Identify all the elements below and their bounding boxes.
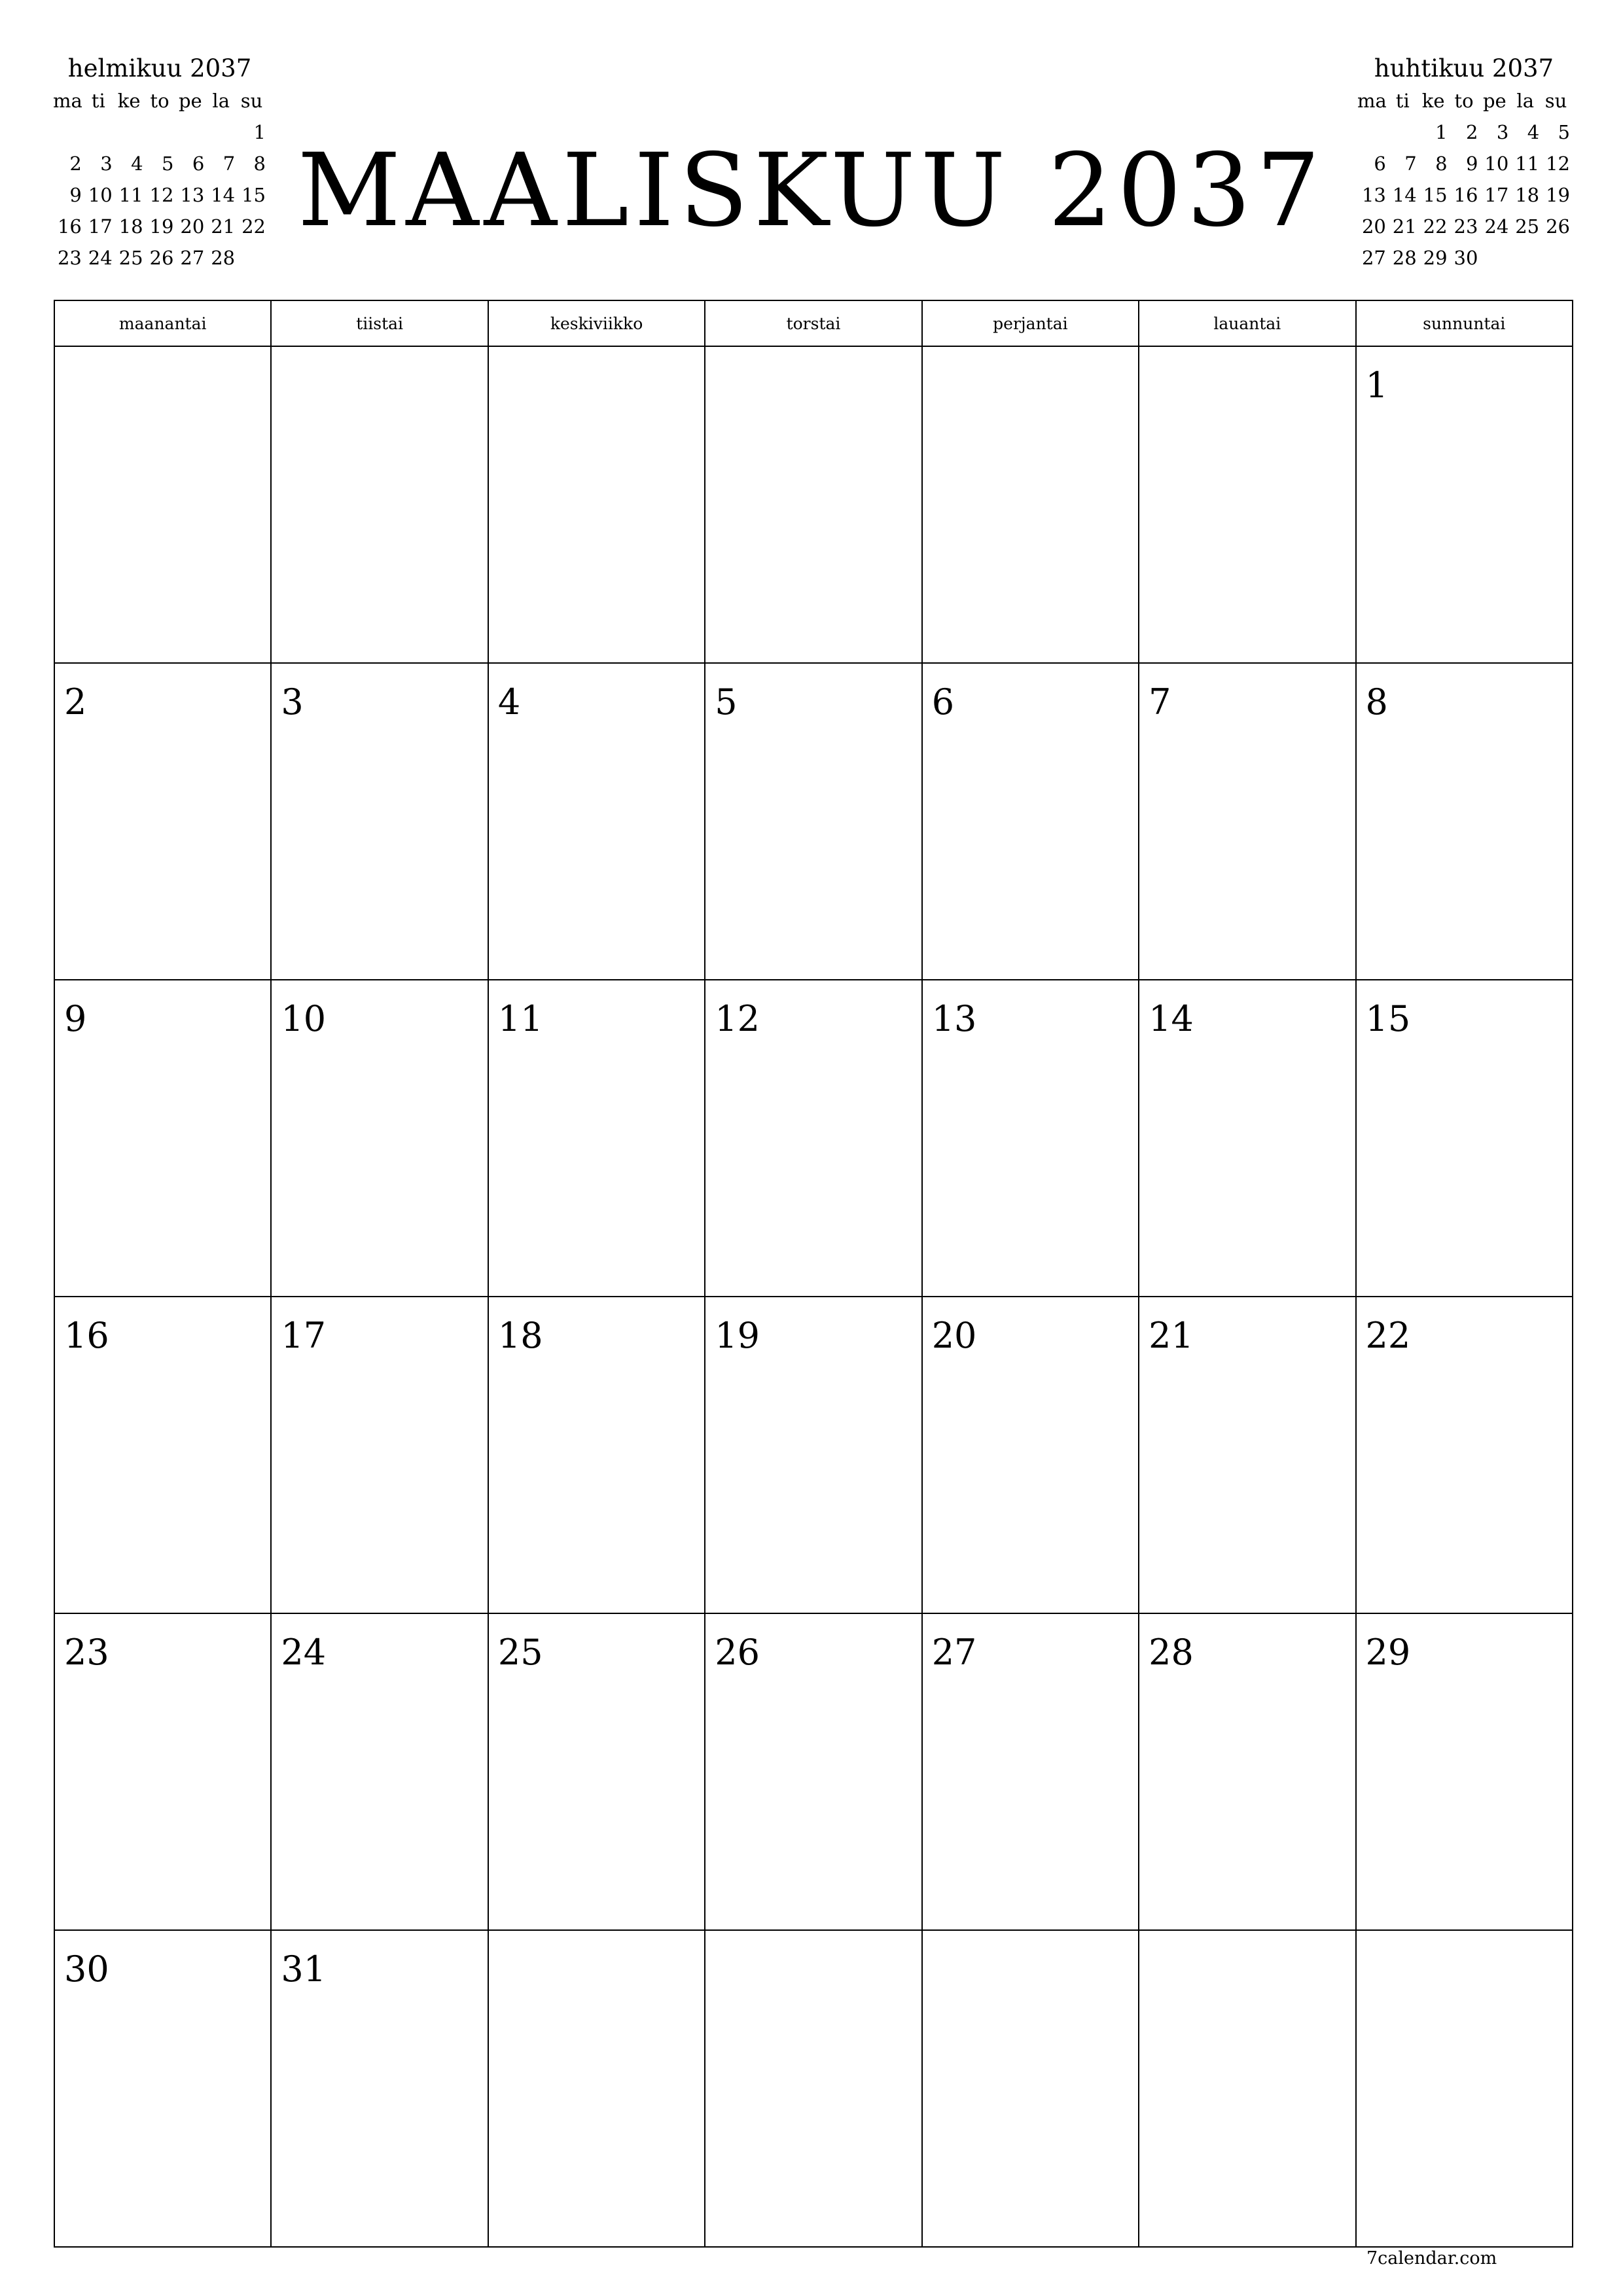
- mini-day: 18: [118, 215, 143, 238]
- day-number: 25: [497, 1632, 543, 1673]
- day-number: [705, 347, 921, 368]
- week-row: [54, 980, 1573, 1297]
- mini-day: 17: [1484, 184, 1509, 206]
- day-cell: [922, 1930, 1139, 2247]
- mini-weekday-header: pe: [1482, 90, 1507, 112]
- day-cell: [705, 346, 921, 663]
- mini-day: 23: [57, 247, 82, 269]
- day-number: 5: [715, 681, 738, 723]
- mini-day: 7: [1404, 152, 1417, 175]
- day-cell: [1356, 1297, 1573, 1613]
- day-cell: [705, 1297, 921, 1613]
- mini-day: 15: [1423, 184, 1448, 206]
- day-cell: [54, 346, 271, 663]
- day-number: [272, 347, 487, 368]
- day-number: 1: [1365, 365, 1388, 406]
- day-cell: [54, 1930, 271, 2247]
- mini-day: 14: [211, 184, 236, 206]
- mini-day: 30: [1454, 247, 1478, 269]
- day-number: [1139, 1931, 1355, 1952]
- day-number: 14: [1149, 998, 1194, 1039]
- mini-day: 1: [253, 121, 266, 143]
- week-row: [54, 1613, 1573, 1930]
- mini-day: 10: [88, 184, 113, 206]
- day-number: [489, 347, 704, 368]
- month-calendar-grid: [54, 300, 1573, 2248]
- mini-day: 27: [1361, 247, 1386, 269]
- day-cell: [705, 663, 921, 980]
- weekday-header: tiistai: [271, 300, 488, 346]
- day-cell: [705, 1930, 921, 2247]
- day-cell: [271, 346, 488, 663]
- mini-day: 11: [118, 184, 143, 206]
- day-cell: [922, 663, 1139, 980]
- day-cell: [705, 1613, 921, 1930]
- mini-weekday-header: su: [1544, 90, 1567, 112]
- mini-day: 3: [1496, 121, 1509, 143]
- day-number: 13: [931, 998, 977, 1039]
- weekday-header: torstai: [705, 300, 921, 346]
- mini-day: 15: [241, 184, 266, 206]
- mini-day: [236, 242, 267, 274]
- day-number: 8: [1365, 681, 1388, 723]
- day-cell: [488, 1613, 705, 1930]
- weekday-header: sunnuntai: [1356, 300, 1573, 346]
- mini-weekday-header: ma: [53, 90, 82, 112]
- mini-day: 14: [1392, 184, 1417, 206]
- day-cell: [54, 980, 271, 1297]
- mini-day: 1: [1435, 121, 1448, 143]
- week-row: [54, 346, 1573, 663]
- day-cell: [488, 1297, 705, 1613]
- mini-calendar-title: helmikuu 2037: [67, 54, 252, 82]
- day-number: 20: [931, 1315, 977, 1356]
- day-number: 6: [931, 681, 955, 723]
- mini-day: 21: [211, 215, 236, 238]
- day-cell: [922, 1297, 1139, 1613]
- mini-weekday-header: la: [212, 90, 230, 112]
- mini-calendar-next-month: [1357, 52, 1571, 274]
- day-number: 10: [281, 998, 327, 1039]
- mini-day: 2: [69, 152, 82, 175]
- day-cell: [922, 1613, 1139, 1930]
- mini-day: 28: [211, 247, 236, 269]
- mini-day: [1510, 242, 1541, 274]
- mini-day: 24: [1484, 215, 1509, 238]
- day-cell: [54, 663, 271, 980]
- footer-credit: 7calendar.com: [1366, 2248, 1497, 2269]
- mini-day: 6: [1374, 152, 1386, 175]
- mini-day: 3: [100, 152, 113, 175]
- mini-day: 26: [1546, 215, 1570, 238]
- mini-day: 8: [253, 152, 266, 175]
- weekday-header: lauantai: [1139, 300, 1355, 346]
- day-number: 2: [64, 681, 87, 723]
- day-number: 24: [281, 1632, 327, 1673]
- day-number: 11: [497, 998, 543, 1039]
- day-cell: [488, 663, 705, 980]
- weekday-header-row: [54, 300, 1573, 346]
- mini-day: 13: [180, 184, 205, 206]
- day-cell: [1139, 663, 1355, 980]
- mini-day: 4: [131, 152, 143, 175]
- mini-day: 12: [149, 184, 174, 206]
- mini-day: [1541, 242, 1571, 274]
- mini-day: 21: [1392, 215, 1417, 238]
- mini-weekday-header: la: [1516, 90, 1534, 112]
- mini-day: 9: [69, 184, 82, 206]
- day-number: 30: [64, 1948, 109, 1990]
- day-number: 4: [497, 681, 521, 723]
- day-cell: [271, 1613, 488, 1930]
- day-number: 15: [1365, 998, 1411, 1039]
- mini-day: 11: [1515, 152, 1540, 175]
- day-number: [923, 1931, 1138, 1952]
- mini-weekday-header: su: [240, 90, 263, 112]
- day-number: 27: [931, 1632, 977, 1673]
- day-cell: [488, 1930, 705, 2247]
- mini-day: 24: [88, 247, 113, 269]
- day-number: 17: [281, 1315, 327, 1356]
- mini-weekday-header: pe: [178, 90, 202, 112]
- day-cell: [488, 346, 705, 663]
- day-cell: [271, 663, 488, 980]
- mini-day: 5: [1558, 121, 1570, 143]
- mini-day: 20: [1361, 215, 1386, 238]
- day-cell: [922, 346, 1139, 663]
- mini-day: 7: [223, 152, 236, 175]
- day-number: 22: [1365, 1315, 1411, 1356]
- mini-day: 18: [1515, 184, 1540, 206]
- day-number: 26: [715, 1632, 760, 1673]
- day-number: [55, 347, 270, 368]
- day-number: 9: [64, 998, 87, 1039]
- mini-day: [1387, 117, 1418, 148]
- mini-day: 9: [1465, 152, 1478, 175]
- mini-day: 10: [1484, 152, 1509, 175]
- day-number: [489, 1931, 704, 1952]
- day-cell: [1356, 663, 1573, 980]
- mini-day: 5: [161, 152, 174, 175]
- mini-weekday-header: ti: [1395, 90, 1410, 112]
- mini-calendar-grid: [1357, 85, 1571, 274]
- mini-day: 19: [1546, 184, 1570, 206]
- day-cell: [54, 1297, 271, 1613]
- mini-day: 28: [1392, 247, 1417, 269]
- day-number: 18: [497, 1315, 543, 1356]
- day-number: 16: [64, 1315, 109, 1356]
- mini-calendar-title: huhtikuu 2037: [1374, 54, 1554, 82]
- mini-day: 19: [149, 215, 174, 238]
- day-cell: [1139, 346, 1355, 663]
- week-row: [54, 1930, 1573, 2247]
- day-cell: [271, 980, 488, 1297]
- mini-day: 16: [1454, 184, 1478, 206]
- day-number: 3: [281, 681, 304, 723]
- mini-day: 17: [88, 215, 113, 238]
- mini-day: 13: [1361, 184, 1386, 206]
- mini-day: 4: [1527, 121, 1540, 143]
- day-number: 23: [64, 1632, 109, 1673]
- mini-day: 8: [1435, 152, 1448, 175]
- mini-day: [1357, 117, 1387, 148]
- day-cell: [705, 980, 921, 1297]
- day-number: [923, 347, 1138, 368]
- day-cell: [1139, 1930, 1355, 2247]
- mini-day: 23: [1454, 215, 1478, 238]
- mini-day: [1479, 242, 1510, 274]
- day-cell: [1356, 1930, 1573, 2247]
- mini-day: 25: [1515, 215, 1540, 238]
- day-cell: [54, 1613, 271, 1930]
- day-cell: [1139, 1297, 1355, 1613]
- week-row: [54, 1297, 1573, 1613]
- weekday-header: keskiviikko: [488, 300, 705, 346]
- mini-day: 22: [241, 215, 266, 238]
- mini-day: 12: [1546, 152, 1570, 175]
- day-number: [705, 1931, 921, 1952]
- day-number: 7: [1149, 681, 1171, 723]
- mini-weekday-header: ke: [1421, 90, 1445, 112]
- day-cell: [488, 980, 705, 1297]
- day-number: [1139, 347, 1355, 368]
- day-number: 21: [1149, 1315, 1194, 1356]
- mini-day: 6: [192, 152, 205, 175]
- day-cell: [271, 1930, 488, 2247]
- mini-weekday-header: ke: [117, 90, 141, 112]
- mini-day: 2: [1465, 121, 1478, 143]
- weekday-header: maanantai: [54, 300, 271, 346]
- mini-day: 29: [1423, 247, 1448, 269]
- mini-day: 25: [118, 247, 143, 269]
- mini-weekday-header: ti: [91, 90, 105, 112]
- day-cell: [271, 1297, 488, 1613]
- day-number: 12: [715, 998, 760, 1039]
- day-number: [1357, 1931, 1572, 1952]
- weekday-header: perjantai: [922, 300, 1139, 346]
- mini-day: 27: [180, 247, 205, 269]
- day-number: 29: [1365, 1632, 1411, 1673]
- mini-weekday-header: to: [150, 90, 169, 112]
- day-cell: [1356, 346, 1573, 663]
- mini-weekday-header: ma: [1357, 90, 1387, 112]
- day-number: 31: [281, 1948, 327, 1990]
- day-cell: [1356, 1613, 1573, 1930]
- day-cell: [1356, 980, 1573, 1297]
- week-row: [54, 663, 1573, 980]
- mini-day: 16: [57, 215, 82, 238]
- mini-weekday-header: to: [1454, 90, 1474, 112]
- day-number: 19: [715, 1315, 760, 1356]
- day-cell: [1139, 980, 1355, 1297]
- mini-day: 22: [1423, 215, 1448, 238]
- day-number: 28: [1149, 1632, 1194, 1673]
- day-cell: [922, 980, 1139, 1297]
- page-title: MAALISKUU 2037: [297, 132, 1326, 249]
- day-cell: [1139, 1613, 1355, 1930]
- mini-day: 26: [149, 247, 174, 269]
- mini-day: 20: [180, 215, 205, 238]
